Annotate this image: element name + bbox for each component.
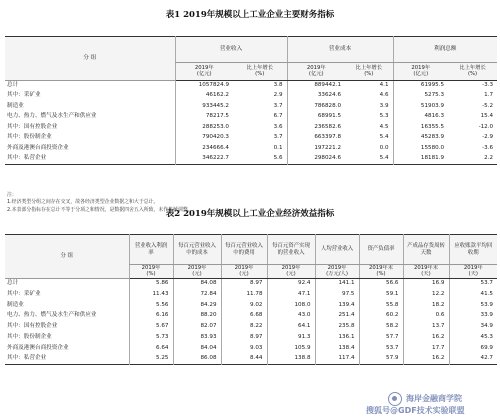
table-cell: 790420.3 xyxy=(175,133,233,144)
watermark xyxy=(296,391,496,417)
table-cell: 11.43 xyxy=(129,289,173,300)
table-cell: 17.7 xyxy=(403,343,449,354)
table-cell: 86.08 xyxy=(173,354,221,365)
table-cell: 105.9 xyxy=(267,343,315,354)
watermark-line1: 海岸金融商学院 xyxy=(406,394,462,403)
row-label: 总计 xyxy=(7,280,19,287)
table1-title: 表1 2019年规模以上工业企业主要财务指标 xyxy=(165,10,335,20)
row-label: 制造业 xyxy=(7,301,24,308)
table-cell: 5.86 xyxy=(129,279,173,290)
table-cell: 0.1 xyxy=(273,144,283,151)
table-cell: 84.29 xyxy=(173,300,221,311)
table-row xyxy=(5,154,497,165)
row-label: 总计 xyxy=(7,82,19,89)
table-cell: 786828.0 xyxy=(287,102,345,113)
table-cell: 108.0 xyxy=(267,300,315,311)
table-cell: 6.64 xyxy=(129,343,173,354)
table-row xyxy=(5,102,497,113)
table-cell: 141.1 xyxy=(315,279,359,290)
row-label: 其中：股份制企业 xyxy=(7,134,52,141)
table-row xyxy=(5,300,497,311)
table-cell: 64.1 xyxy=(267,322,315,333)
table-cell: 53.7 xyxy=(449,279,497,290)
note-1: 1.经济类型分组之间存在交叉，故各经济类型企业数据之和大于总计。 xyxy=(7,199,159,206)
row-label: 外商及港澳台商投资企业 xyxy=(7,344,69,351)
watermark-line2: 搜狐号@GDF技术实验联盟 xyxy=(366,406,465,415)
table-cell: 13.7 xyxy=(403,322,449,333)
table-row xyxy=(5,81,497,92)
row-label: 外商及港澳台商投资企业 xyxy=(7,144,69,151)
table2-unit: 2019年末 (天) xyxy=(403,265,449,279)
table-cell: 11.78 xyxy=(221,289,267,300)
table-row xyxy=(5,343,497,354)
table-cell: 236582.6 xyxy=(287,123,345,134)
table2-unit: 2019年 (元) xyxy=(267,265,315,279)
table-cell: 6.68 xyxy=(221,311,267,322)
table-row xyxy=(5,144,497,155)
table-cell: 84.08 xyxy=(173,279,221,290)
table-cell: -2.9 xyxy=(482,134,494,141)
table-cell: 16355.5 xyxy=(393,123,448,134)
table-cell: 5.73 xyxy=(129,332,173,343)
table2-header: 应收账款平均回收期 xyxy=(449,235,497,265)
table2-unit: 2019年 (万元/人) xyxy=(315,265,359,279)
table-cell: 346222.7 xyxy=(175,154,233,165)
table-cell: 53.9 xyxy=(449,300,497,311)
table-cell: 53.7 xyxy=(359,343,403,354)
table2-unit: 2019年 (天) xyxy=(449,265,497,279)
table2-header: 营业收入利润率 xyxy=(129,235,173,265)
watermark-logo-icon xyxy=(388,392,402,406)
table-cell: 55.8 xyxy=(359,300,403,311)
table-cell: 84.04 xyxy=(173,343,221,354)
table-row xyxy=(5,123,497,134)
note-2: 2.本表部分指标存在总计不等于分项之和情况，是数据四舍五入所致，未作机械调整。 xyxy=(7,206,193,213)
table2-header: 资产负债率 xyxy=(359,235,403,265)
table-cell: 3.9 xyxy=(379,102,389,109)
table2-unit: 2019年 (元) xyxy=(221,265,267,279)
table-cell: 298024.6 xyxy=(287,154,345,165)
table-cell: 8.97 xyxy=(221,332,267,343)
table-cell: 88.20 xyxy=(173,311,221,322)
row-label: 电力、热力、燃气及水生产和供应业 xyxy=(7,312,97,319)
table-cell: 5.56 xyxy=(129,300,173,311)
table-cell: 57.9 xyxy=(359,354,403,365)
table1-subheader: 2019年 (亿元) xyxy=(393,63,448,81)
table-cell: 288253.0 xyxy=(175,123,233,134)
table-cell: 3.7 xyxy=(273,102,283,109)
table2-stub-header: 分 组 xyxy=(5,235,129,279)
table1-subheader: 比上年增长 (%) xyxy=(448,63,497,81)
table1-subheader: 2019年 (亿元) xyxy=(175,63,233,81)
table-cell: 4816.3 xyxy=(393,112,448,123)
table-cell: 4.6 xyxy=(379,92,389,99)
table-row xyxy=(5,289,497,300)
table-cell: 82.07 xyxy=(173,322,221,333)
table-cell: -5.2 xyxy=(482,102,494,109)
table-cell: 16.2 xyxy=(403,332,449,343)
table-row xyxy=(5,332,497,343)
table-cell: 69.9 xyxy=(449,343,497,354)
table-cell: 41.5 xyxy=(449,289,497,300)
table-cell: 57.7 xyxy=(359,332,403,343)
table-cell: 5.3 xyxy=(379,113,389,120)
table-cell: 68991.5 xyxy=(287,112,345,123)
financial-indicators-table xyxy=(5,36,497,165)
table1-subheader: 比上年增长 (%) xyxy=(233,63,287,81)
table-row xyxy=(5,322,497,333)
table-cell: 197221.2 xyxy=(287,144,345,155)
table1-subheader: 2019年 (亿元) xyxy=(287,63,345,81)
table2-header: 每百元资产实现的营业收入 xyxy=(267,235,315,265)
table-cell: 92.4 xyxy=(267,279,315,290)
row-label: 其中：采矿业 xyxy=(7,92,41,99)
row-label: 电力、热力、燃气及水生产和供应业 xyxy=(7,113,97,120)
table-cell: 34.9 xyxy=(449,322,497,333)
table-row xyxy=(5,354,497,365)
table-cell: 3.7 xyxy=(273,134,283,141)
table-row xyxy=(5,133,497,144)
table-cell: 2.2 xyxy=(484,155,494,162)
table-cell: 15.4 xyxy=(480,113,494,120)
table-cell: 16.2 xyxy=(403,354,449,365)
table1-subheader: 比上年增长 (%) xyxy=(345,63,393,81)
table-cell: 45283.9 xyxy=(393,133,448,144)
table-cell: 4.1 xyxy=(379,82,389,89)
table-cell: 1.7 xyxy=(484,92,494,99)
table-cell: 56.6 xyxy=(359,279,403,290)
table-cell: 91.3 xyxy=(267,332,315,343)
table1-header-revenue: 营业收入 xyxy=(175,37,287,63)
note-heading: 注： xyxy=(7,192,17,198)
table-cell: 5.67 xyxy=(129,322,173,333)
table-cell: 5.4 xyxy=(379,134,389,141)
row-label: 其中：国有控股企业 xyxy=(7,123,58,130)
table-cell: 5.4 xyxy=(379,155,389,162)
table-row xyxy=(5,112,497,123)
table-cell: -3.3 xyxy=(482,82,494,89)
table-cell: 889442.1 xyxy=(287,81,345,92)
table-cell: 136.1 xyxy=(315,332,359,343)
table-cell: 58.2 xyxy=(359,322,403,333)
row-label: 其中：私营企业 xyxy=(7,355,47,362)
table2-header: 产成品存货周转天数 xyxy=(403,235,449,265)
table-cell: 234666.4 xyxy=(175,144,233,155)
table-cell: 139.4 xyxy=(315,300,359,311)
table2-unit: 2019年 (%) xyxy=(129,265,173,279)
table-cell: 43.0 xyxy=(267,311,315,322)
table-cell: 18.2 xyxy=(403,300,449,311)
table-cell: 235.8 xyxy=(315,322,359,333)
table2-unit: 2019年 (元) xyxy=(173,265,221,279)
table-cell: 9.02 xyxy=(221,300,267,311)
table-cell: 933445.2 xyxy=(175,102,233,113)
table-cell: 42.7 xyxy=(449,354,497,365)
table-cell: -3.6 xyxy=(482,144,494,151)
table-cell: 8.22 xyxy=(221,322,267,333)
table-row xyxy=(5,91,497,102)
table-cell: 47.1 xyxy=(267,289,315,300)
table-cell: 16.9 xyxy=(403,279,449,290)
row-label: 其中：股份制企业 xyxy=(7,334,52,341)
row-label: 制造业 xyxy=(7,102,24,109)
table-cell: 1057824.9 xyxy=(175,81,233,92)
table-cell: 51903.9 xyxy=(393,102,448,113)
table-cell: 3.6 xyxy=(273,123,283,130)
table-cell: 18181.9 xyxy=(393,154,448,165)
table-cell: 0.0 xyxy=(379,144,389,151)
row-label: 其中：采矿业 xyxy=(7,290,41,297)
table-row xyxy=(5,311,497,322)
table1-header-cost: 营业成本 xyxy=(287,37,393,63)
table-cell: 59.1 xyxy=(359,289,403,300)
table-cell: 60.2 xyxy=(359,311,403,322)
table2-header: 人均营业收入 xyxy=(315,235,359,265)
row-label: 其中：私营企业 xyxy=(7,155,47,162)
table-cell: 72.84 xyxy=(173,289,221,300)
table2-header: 每百元营业收入中的成本 xyxy=(173,235,221,265)
table-cell: 8.44 xyxy=(221,354,267,365)
table-cell: 138.4 xyxy=(315,343,359,354)
efficiency-indicators-table xyxy=(5,234,497,365)
table1-stub-header: 分 组 xyxy=(5,37,175,81)
row-label: 其中：国有控股企业 xyxy=(7,323,58,330)
table-cell: 2.9 xyxy=(273,92,283,99)
table-cell: 83.93 xyxy=(173,332,221,343)
table-cell: 33624.6 xyxy=(287,91,345,102)
table-cell: 3.8 xyxy=(273,82,283,89)
table-cell: 15580.0 xyxy=(393,144,448,155)
table-cell: 663397.8 xyxy=(287,133,345,144)
table-cell: 138.8 xyxy=(267,354,315,365)
table-cell: 4.5 xyxy=(379,123,389,130)
table-cell: 97.5 xyxy=(315,289,359,300)
table-cell: 12.2 xyxy=(403,289,449,300)
table-row xyxy=(5,279,497,290)
table-cell: 6.16 xyxy=(129,311,173,322)
table-cell: 45.3 xyxy=(449,332,497,343)
table-cell: 46162.2 xyxy=(175,91,233,102)
table-cell: 78217.5 xyxy=(175,112,233,123)
table1-header-profit: 利润总额 xyxy=(393,37,497,63)
table-cell: 61995.5 xyxy=(393,81,448,92)
table2-unit: 2019年末 (%) xyxy=(359,265,403,279)
table-cell: 5.6 xyxy=(273,155,283,162)
table-cell: 5275.3 xyxy=(393,91,448,102)
table-cell: 5.25 xyxy=(129,354,173,365)
table-cell: 8.97 xyxy=(221,279,267,290)
table-cell: 33.9 xyxy=(449,311,497,322)
table2-title: 表2 2019年规模以上工业企业经济效益指标 xyxy=(165,209,335,219)
table-cell: 117.4 xyxy=(315,354,359,365)
table-cell: 9.03 xyxy=(221,343,267,354)
table-cell: 0.6 xyxy=(403,311,449,322)
table-cell: 6.7 xyxy=(273,113,283,120)
table-cell: -12.0 xyxy=(478,123,494,130)
table-cell: 251.4 xyxy=(315,311,359,322)
table2-header: 每百元营业收入中的费用 xyxy=(221,235,267,265)
